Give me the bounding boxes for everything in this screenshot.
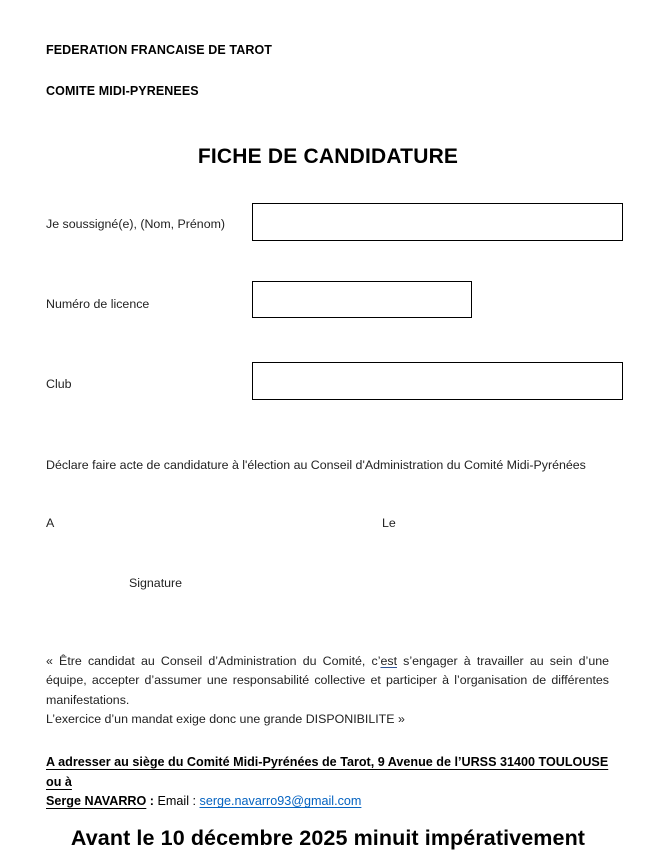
organization-name: FEDERATION FRANCAISE DE TAROT — [46, 43, 273, 57]
label-place: A — [46, 516, 55, 530]
deadline-text: Avant le 10 décembre 2025 minuit impérativement — [70, 826, 586, 850]
quotation-main-text — [46, 652, 609, 710]
label-club: Club — [46, 377, 72, 391]
input-club[interactable] — [252, 362, 623, 400]
label-nom-prenom: Je soussigné(e), (Nom, Prénom) — [46, 217, 226, 231]
input-nom-prenom[interactable] — [252, 203, 623, 241]
input-numero-licence[interactable] — [252, 281, 472, 318]
committee-name: COMITE MIDI-PYRENEES — [46, 84, 199, 98]
spellchecked-word: est — [380, 654, 398, 668]
email-link[interactable]: serge.navarro93@gmail.com — [199, 794, 362, 809]
quotation-text-part1: « Être candidat au Conseil d’Administration du Comité, c’ — [46, 654, 381, 668]
address-line: A adresser au siège du Comité Midi-Pyrénées de Tarot, 9 Avenue de l’URSS 31400 TOULOUSE ou à — [46, 755, 609, 789]
contact-name: Serge NAVARRO — [46, 794, 147, 809]
label-numero-licence: Numéro de licence — [46, 297, 150, 311]
label-signature: Signature — [129, 576, 183, 590]
label-date: Le — [382, 516, 396, 530]
quotation-closing-line: L’exercice d’un mandat exige donc une grande DISPONIBILITE » — [46, 712, 405, 727]
quotation-text-part2: s’engager à travailler au sein d’une équipe, accepter d’assumer une responsabilité collective et participer à l’organisation de différentes manifestations. — [46, 654, 609, 707]
email-label: Email : — [157, 794, 200, 809]
address-block — [46, 753, 609, 812]
quotation-block — [46, 652, 609, 730]
page-title: FICHE DE CANDIDATURE — [197, 145, 459, 168]
contact-separator: : — [146, 794, 158, 809]
declaration-paragraph: Déclare faire acte de candidature à l'élection au Conseil d'Administration du Comité Midi-Pyrénées — [46, 458, 586, 472]
